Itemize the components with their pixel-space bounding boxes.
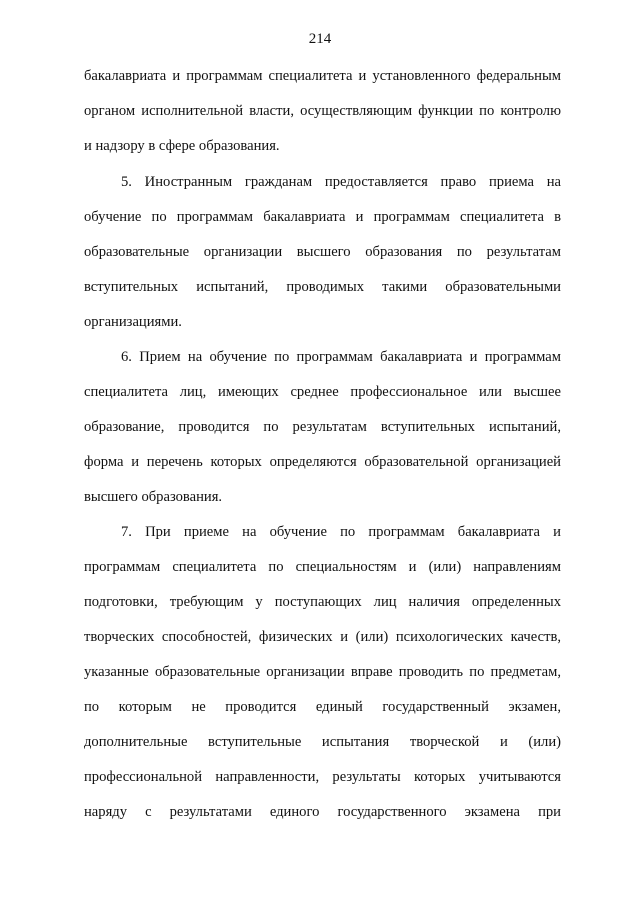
page-number: 214 [308, 31, 332, 47]
text-line: организациями. [84, 314, 182, 330]
text-line: обучение по программам бакалавриата и программам специалитета в [84, 209, 561, 225]
text-line: подготовки, требующим у поступающих лиц наличия определенных [84, 594, 561, 610]
text-line: и надзору в сфере образования. [84, 138, 280, 154]
text-line: форма и перечень которых определяются образовательной организацией [84, 454, 561, 470]
text-line: наряду с результатами единого государственного экзамена при [84, 804, 561, 820]
paragraph-6-start: 6. Прием на обучение по программам бакалавриата и программам [121, 349, 561, 365]
text-line: по которым не проводится единый государственный экзамен, [84, 699, 561, 715]
text-line: вступительных испытаний, проводимых такими образовательными [84, 279, 561, 295]
text-line: дополнительные вступительные испытания творческой и (или) [84, 734, 561, 750]
text-line: указанные образовательные организации вправе проводить по предметам, [84, 664, 561, 680]
text-line: профессиональной направленности, результаты которых учитываются [84, 769, 561, 785]
text-line: программам специалитета по специальностям и (или) направлениям [84, 559, 561, 575]
text-line: бакалавриата и программам специалитета и установленного федеральным [84, 68, 561, 84]
text-line: специалитета лиц, имеющих среднее профессиональное или высшее [84, 384, 561, 400]
text-line: творческих способностей, физических и (или) психологических качеств, [84, 629, 561, 645]
paragraph-7-start: 7. При приеме на обучение по программам бакалавриата и [121, 524, 561, 540]
text-line: органом исполнительной власти, осуществляющим функции по контролю [84, 103, 561, 119]
text-line: образовательные организации высшего образования по результатам [84, 244, 561, 260]
text-line: образование, проводится по результатам вступительных испытаний, [84, 419, 561, 435]
text-line: высшего образования. [84, 489, 223, 505]
paragraph-5-start: 5. Иностранным гражданам предоставляется право приема на [121, 174, 561, 190]
